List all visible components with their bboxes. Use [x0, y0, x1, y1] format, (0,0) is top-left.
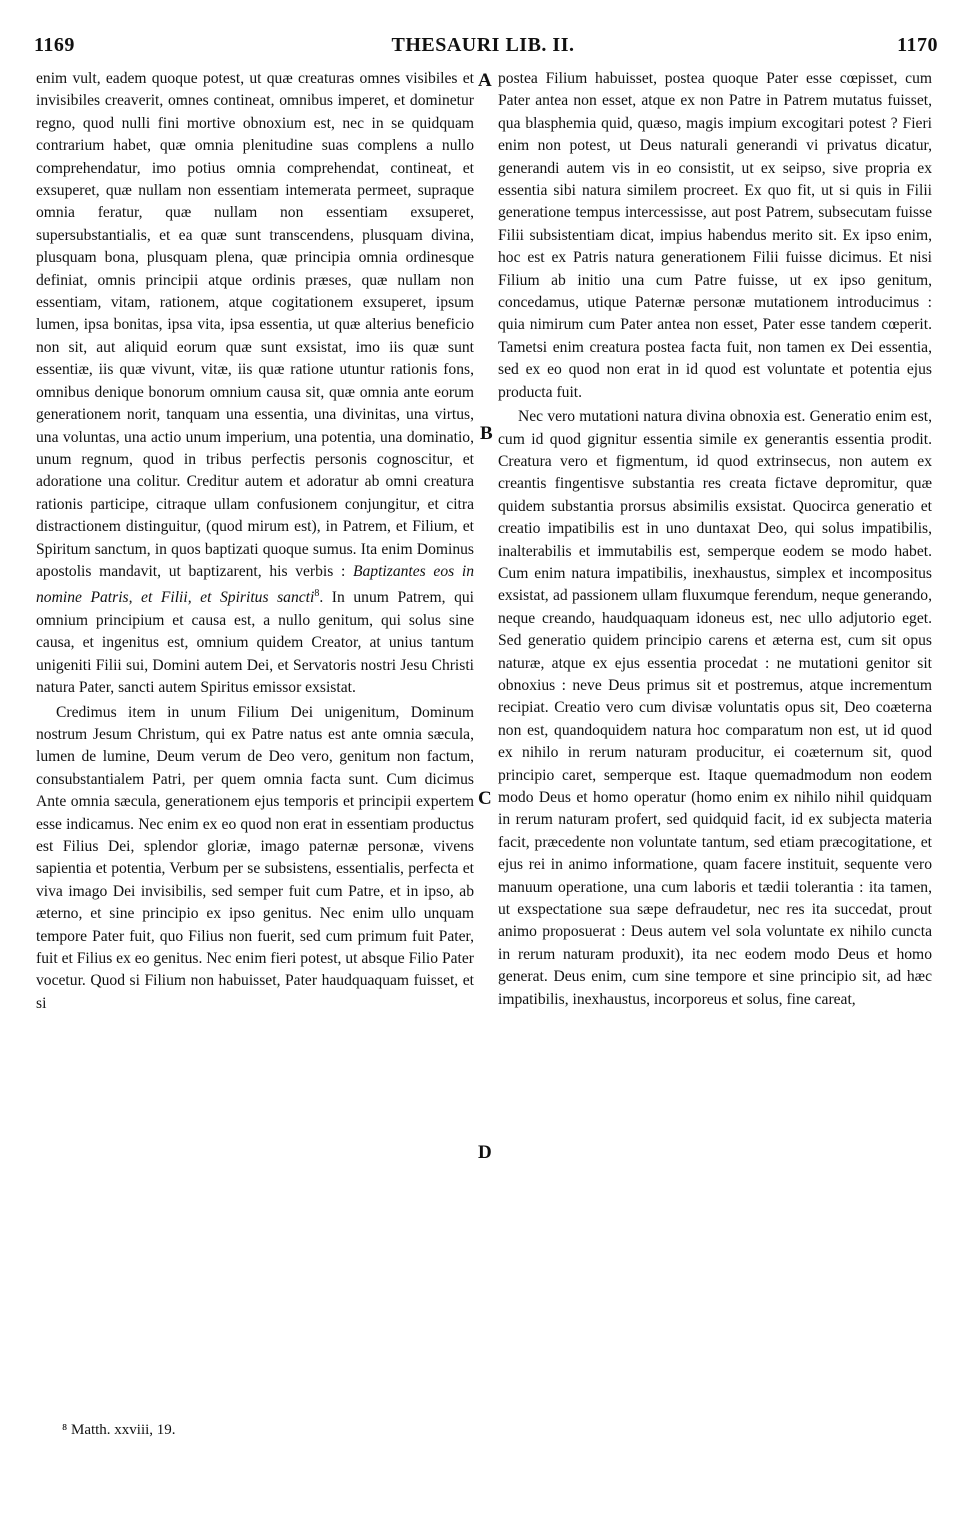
left-paragraph-1-text: enim vult, eadem quoque potest, ut quæ creaturas omnes visibiles et invisibiles creaverit, omnes contineat, omnibus imperet, et dominetur regno, quod nulli fini mortive obnoxium est, nec in se quidquam contrarium habet, quæ omnia plenitudine suas complens a nullo comprehendatur, imo potius omnia comprehendat, contineat, et exsuperet, quæ nullam non essentiam intemerata permeet, supraque omnia feratur, quæ nullam non essentiam exsuperet, supersubstantialis, et ea quæ sunt transcendens, plusquam divina, plusquam bona, plusquam plena, quæ principia omnia ordinesque definiat, omnis principii atque ordinis præses, quæ nullam non essentiam, vitam, rationem, atque cogitationem exsuperet, ipsum lumen, ipsa bonitas, ipsa vita, ipsa essentia, ut quæ alterius beneficio non sit, aut aliquid eorum quæ sunt exsistat, imo iis quæ sunt essentiæ, iis quæ vivunt, vitæ, iis quæ ratione utuntur rationis fons, omnibus denique bonorum omnium causa sit, quæ omnia ante eorum generationem norit, tanquam una essentia, una divinitas, una virtus, una voluntas, una actio unum imperium, una potentia, una dominatio, unum regnum, quod in tribus perfectis personis cognoscitur, et adoratione una colitur. Creditur autem et adoratur ab omni creatura rationis participe, citraque ullam confusionem conjungitur, et citra distractionem distinguitur, (quod mirum est), in Patrem, et Filium, et Spiritum sanctum, in quos baptizati quoque sumus. Ita enim Dominus apostolis mandavit, ut baptizarent, his verbis : — [36, 70, 474, 580]
left-paragraph-1-end: . In unum Patrem, qui omnium principium et causa est, a nullo genitum, qui solus sine causa, et ingenitus est, omnium quidem Creator, at unius tantum unigeniti Filii sui, Domini autem Dei, et Servatoris nostri Jesu Christi natura Pater, sancti autem Spiritus emissor exsistat. — [36, 589, 474, 697]
margin-marker-b: B — [480, 423, 493, 444]
footnote-ref: 8 — [314, 588, 320, 600]
page-header — [28, 34, 938, 62]
page-number-right: 1170 — [897, 34, 938, 56]
margin-marker-d: D — [478, 1142, 492, 1163]
running-title: THESAURI LIB. II. — [391, 34, 575, 56]
page-number-left: 1169 — [34, 34, 75, 56]
left-paragraph-2: Credimus item in unum Filium Dei unigenitum, Dominum nostrum Jesum Christum, qui ex Patre natus est ante omnia sæcula, lumen de lumine, Deum verum de Deo vero, genitum non factum, consubstantialem Patri, per quem omnia facta sunt. Cum dicimus Ante omnia sæcula, generationem ejus temporis et principii expertem esse indicamus. Nec enim ex eo quod non erat in essentiam productus est Filius Dei, splendor gloriæ, imago paternæ personæ, vivens sapientia et potentia, Verbum per se subsistens, essentialis, perfecta et viva imago Dei invisibilis, sed semper fuit cum Patre, et in ipso, ab æterno, et sine principio ex ipso genitus. Nec enim ullo unquam tempore Pater fuit, quo Filius non fuerit, sed cum primum fuit Pater, fuit et Filius ex eo genitus. Nec enim fieri potest, ut absque Filio Pater vocetur. Quod si Filium non habuisset, Pater haudquaquam fuisset, et si — [36, 703, 474, 1012]
margin-marker-a: A — [478, 70, 492, 91]
scripture-quote: Baptizantes eos in nomine Patris, et Filii, et Spiritus sancti — [36, 562, 475, 607]
footnote: ⁸ Matth. xxviii, 19. — [62, 1422, 176, 1438]
right-paragraph-1: postea Filium habuisset, postea quoque Pater esse cœpisset, cum Pater antea non esset, atque ex non Patre in Patrem mutatus fuisset, qua blasphemia quid, quæso, magis impium excogitari potest ? Fieri enim non potest, ut Deus naturali generandi vi privatus dicatur, generandi autem vis in eo consistit, ut ex seipso, sive propria ex essentia sibi natura similem procreet. Ex quo fit, ut si quis in Filii generatione tempus intercessisse, aut post Patrem, subsecutam fuisse Filii subsistentiam dicat, impius habendus merito sit. Ex ipso enim, hoc est ex Patris natura generationem Filii fuisse dicimus. Et nisi Filium ab initio una cum Patre fuisse, ut ex ipso genitum, concedamus, utique Paternæ personæ mutationem introducimus : quia nimirum cum Pater antea non esset, Pater esse tandem cœperit. Tametsi enim creatura postea facta fuit, non tamen ex Dei essentia, sed ex eo quod non erat in id quod est voluntate et potentia ejus producta fuit. — [498, 70, 932, 401]
right-paragraph-2: Nec vero mutationi natura divina obnoxia est. Generatio enim est, cum id quod gignitur essentia simile ex generantis essentia prodit. Creatura vero et figmentum, id quod extrinsecus, non autem ex creantis fingentisve substantia res creata fictave depromitur, quæ quidem substantia prorsus absimilis exsistat. Quocirca generatio et creatio impatibilis est in uno duntaxat Deo, qui solus impatibilis, inalterabilis et immutabilis est, semperque eodem se modo habet. Cum enim natura impatibilis, inexhaustus, simplex et incompositus exsistat, ad passionem ullam fluxumque ferendum, neque generando, neque creando, haudquaquam idoneus est, nec ullo adjutorio eget. Sed generatio quidem principio carens et æterna est, cum sit opus naturæ, atque ex ejus essentia procedat : ne mutationi genitor sit obnoxius : neve Deus primus sit et postremus, atque incrementum recipiat. Creatio vero cum divisæ voluntatis opus sit, Deo coæterna non est, quandoquidem natura hoc comparatum non est, ut id quod ex nihilo in rerum naturam producitur, ei coæternum sit, quod principio caret, semperque est. Itaque quemadmodum non eodem modo Deus et homo operatur (homo enim ex nihilo nihil quidquam in rerum naturam profert, sed quidquid facit, id ex subjecta materia facit, præcedente non voluntate tantum, sed etiam præcogitatione, et ejus rei in animo informatione, quam facere instituit, sequente vero manuum operatione, una cum laboris et tædii tolerantia : ita tamen, ut exspectatione sua sæpe defraudetur, nec res ita succedat, prout animo proposuerat : Deus autem vel sola voluntate ex nihilo cuncta in rerum naturam produxit), ita nec eodem modo Deus et homo generat. Deus enim, cum sine tempore et sine principio sit, ad hæc impatibilis, inexhaustus, incorporeus et solus, fine careat, — [498, 408, 932, 1008]
margin-marker-c: C — [478, 788, 492, 809]
right-column — [498, 68, 932, 1011]
left-column — [36, 68, 474, 1015]
left-paragraph-1 — [36, 68, 474, 700]
